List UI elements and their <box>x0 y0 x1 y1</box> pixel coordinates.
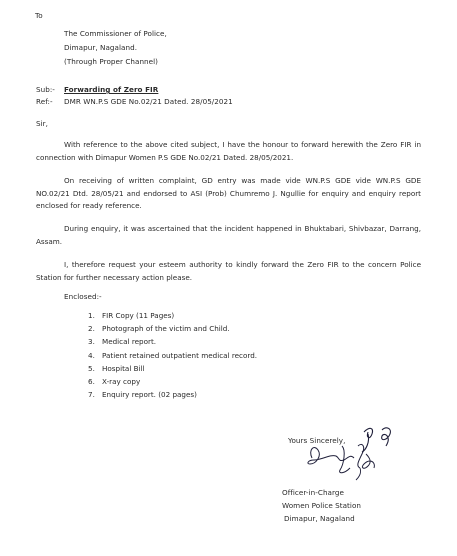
list-item <box>88 349 257 362</box>
list-item <box>88 362 257 375</box>
item-text: Patient retained outpatient medical record. <box>102 350 258 360</box>
item-text: Enquiry report. (02 pages) <box>102 390 197 400</box>
closing: Yours Sincerely, <box>288 436 346 445</box>
item-number: 5. <box>88 363 95 373</box>
item-text: FIR Copy (11 Pages) <box>102 311 175 320</box>
paragraph-3: During enquiry, it was ascertained that the incident happened in Bhuktabari, Shivbazar, Darrang, Assam. <box>36 224 421 246</box>
signatory-station: Women Police Station <box>282 501 362 510</box>
handwritten-signature <box>300 424 410 484</box>
item-number: 1. <box>88 311 95 320</box>
signatory-designation: Officer-in-Charge <box>282 488 344 497</box>
item-number: 6. <box>88 377 95 387</box>
recipient-line-1: The Commissioner of Police, <box>64 29 167 38</box>
signature-drawing <box>300 424 410 484</box>
recipient-line-2: Dimapur, Nagaland. <box>64 43 138 52</box>
recipient-line-3: (Through Proper Channel) <box>64 57 159 66</box>
list-item <box>88 322 257 335</box>
item-number: 2. <box>88 324 95 334</box>
item-number: 3. <box>88 337 95 347</box>
paragraph-4: I, therefore request your esteem authority to kindly forward the Zero FIR to the concern Police Station for further necessary action please. <box>36 260 421 282</box>
list-item <box>88 375 257 388</box>
paragraph-1: With reference to the above cited subject, I have the honour to forward herewith the Zero FIR in connection with Dimapur Women P.S GDE No.02/21 Dated. 28/05/2021. <box>36 140 421 162</box>
item-number: 4. <box>88 350 95 360</box>
list-item <box>88 388 257 401</box>
item-text: Medical report. <box>102 337 157 347</box>
to-label: To <box>35 11 43 20</box>
signatory-location: Dimapur, Nagaland <box>284 514 355 523</box>
enclosure-list <box>88 309 257 401</box>
list-item <box>88 309 257 322</box>
subject-text: Forwarding of Zero FIR <box>64 85 159 94</box>
item-text: Hospital Bill <box>102 363 145 373</box>
item-text: X-ray copy <box>102 377 141 387</box>
salutation: Sir, <box>36 119 48 128</box>
subject-label: Sub:- <box>36 85 55 94</box>
ref-text: DMR WN.P.S GDE No.02/21 Dated. 28/05/2021 <box>64 97 233 106</box>
paragraph-2: On receiving of written complaint, GD entry was made vide WN.P.S GDE vide WN.P.S GDE NO.02/21 Dtd. 28/05/21 and endorsed to ASI (Prob) Chumremo J. Ngullie for enquiry and enquiry report enclosed for ready reference. <box>36 176 421 210</box>
item-number: 7. <box>88 390 95 400</box>
item-text: Photograph of the victim and Child. <box>102 324 230 334</box>
list-item <box>88 335 257 348</box>
ref-label: Ref:- <box>36 97 53 106</box>
enclosed-label: Enclosed:- <box>64 292 102 301</box>
